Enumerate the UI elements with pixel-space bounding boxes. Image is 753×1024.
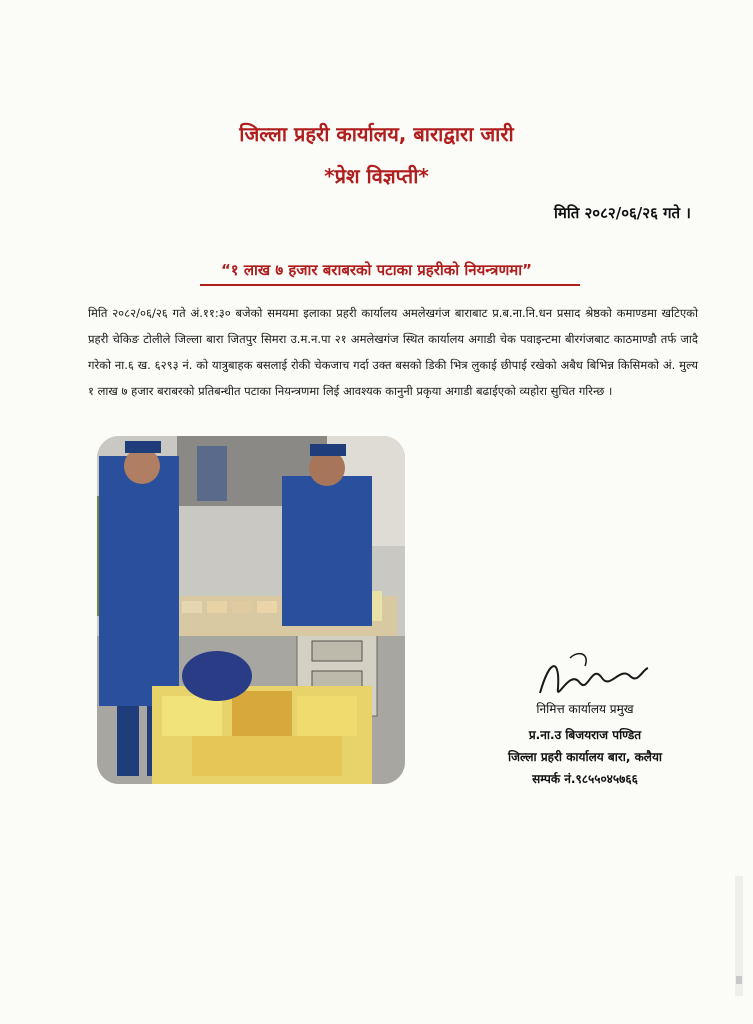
- contact-number: सम्पर्क नं.९८५५०४५७६६: [532, 772, 638, 786]
- press-release-label: *प्रेश विज्ञप्ती*: [324, 164, 429, 188]
- seizure-photo: [97, 436, 405, 784]
- signatory-name: प्र.ना.उ बिजयराज पण्डित: [528, 728, 642, 742]
- headline-underline: [200, 284, 580, 286]
- body-paragraph: मिति २०८२/०६/२६ गते अं.११:३० बजेको समयमा इलाका प्रहरी कार्यालय अमलेखगंज बाराबाट प्र.ब.ना.नि.धन प्रसाद श्रेष्ठको कमाण्डमा खटिएको प्रहरी चेकिङ टोलीले जिल्ला बारा जितपुर सिमरा उ.म.न.पा २१ अमलेखगंज स्थित कार्यालय अगाडी चेक पवाइन्टमा बीरगंजबाट काठमाण्डौ तर्फ जादै गरेको ना.६ ख. ६२९३ नं. को यात्रुबाहक बसलाई रोकी चेकजाच गर्दा उक्त बसको डिकी भित्र लुकाई छीपाई रखेको अबैध बिभिन्न किसिमको अं. मुल्य १ लाख ७ हजार बराबरको प्रतिबन्धीत पटाका नियन्त्रणमा लिई आवश्यक कानुनी प्रकृया अगाडी बढाईएको व्यहोरा सुचित गरिन्छ ।: [88, 306, 698, 398]
- release-date: मिति २०८२/०६/२६ गते ।: [554, 204, 691, 222]
- signatory-title: निमित्त कार्यालय प्रमुख: [536, 702, 634, 716]
- signature-block: [470, 640, 700, 800]
- office-title: जिल्ला प्रहरी कार्यालय, बाराद्वारा जारी: [239, 122, 514, 146]
- scanner-watermark-icon: [733, 876, 745, 996]
- handwritten-signature: [530, 648, 650, 708]
- signatory-office: जिल्ला प्रहरी कार्यालय बारा, कलैया: [507, 750, 663, 764]
- headline: “१ लाख ७ हजार बराबरको पटाका प्रहरीको नियन्त्रणमा”: [220, 261, 533, 279]
